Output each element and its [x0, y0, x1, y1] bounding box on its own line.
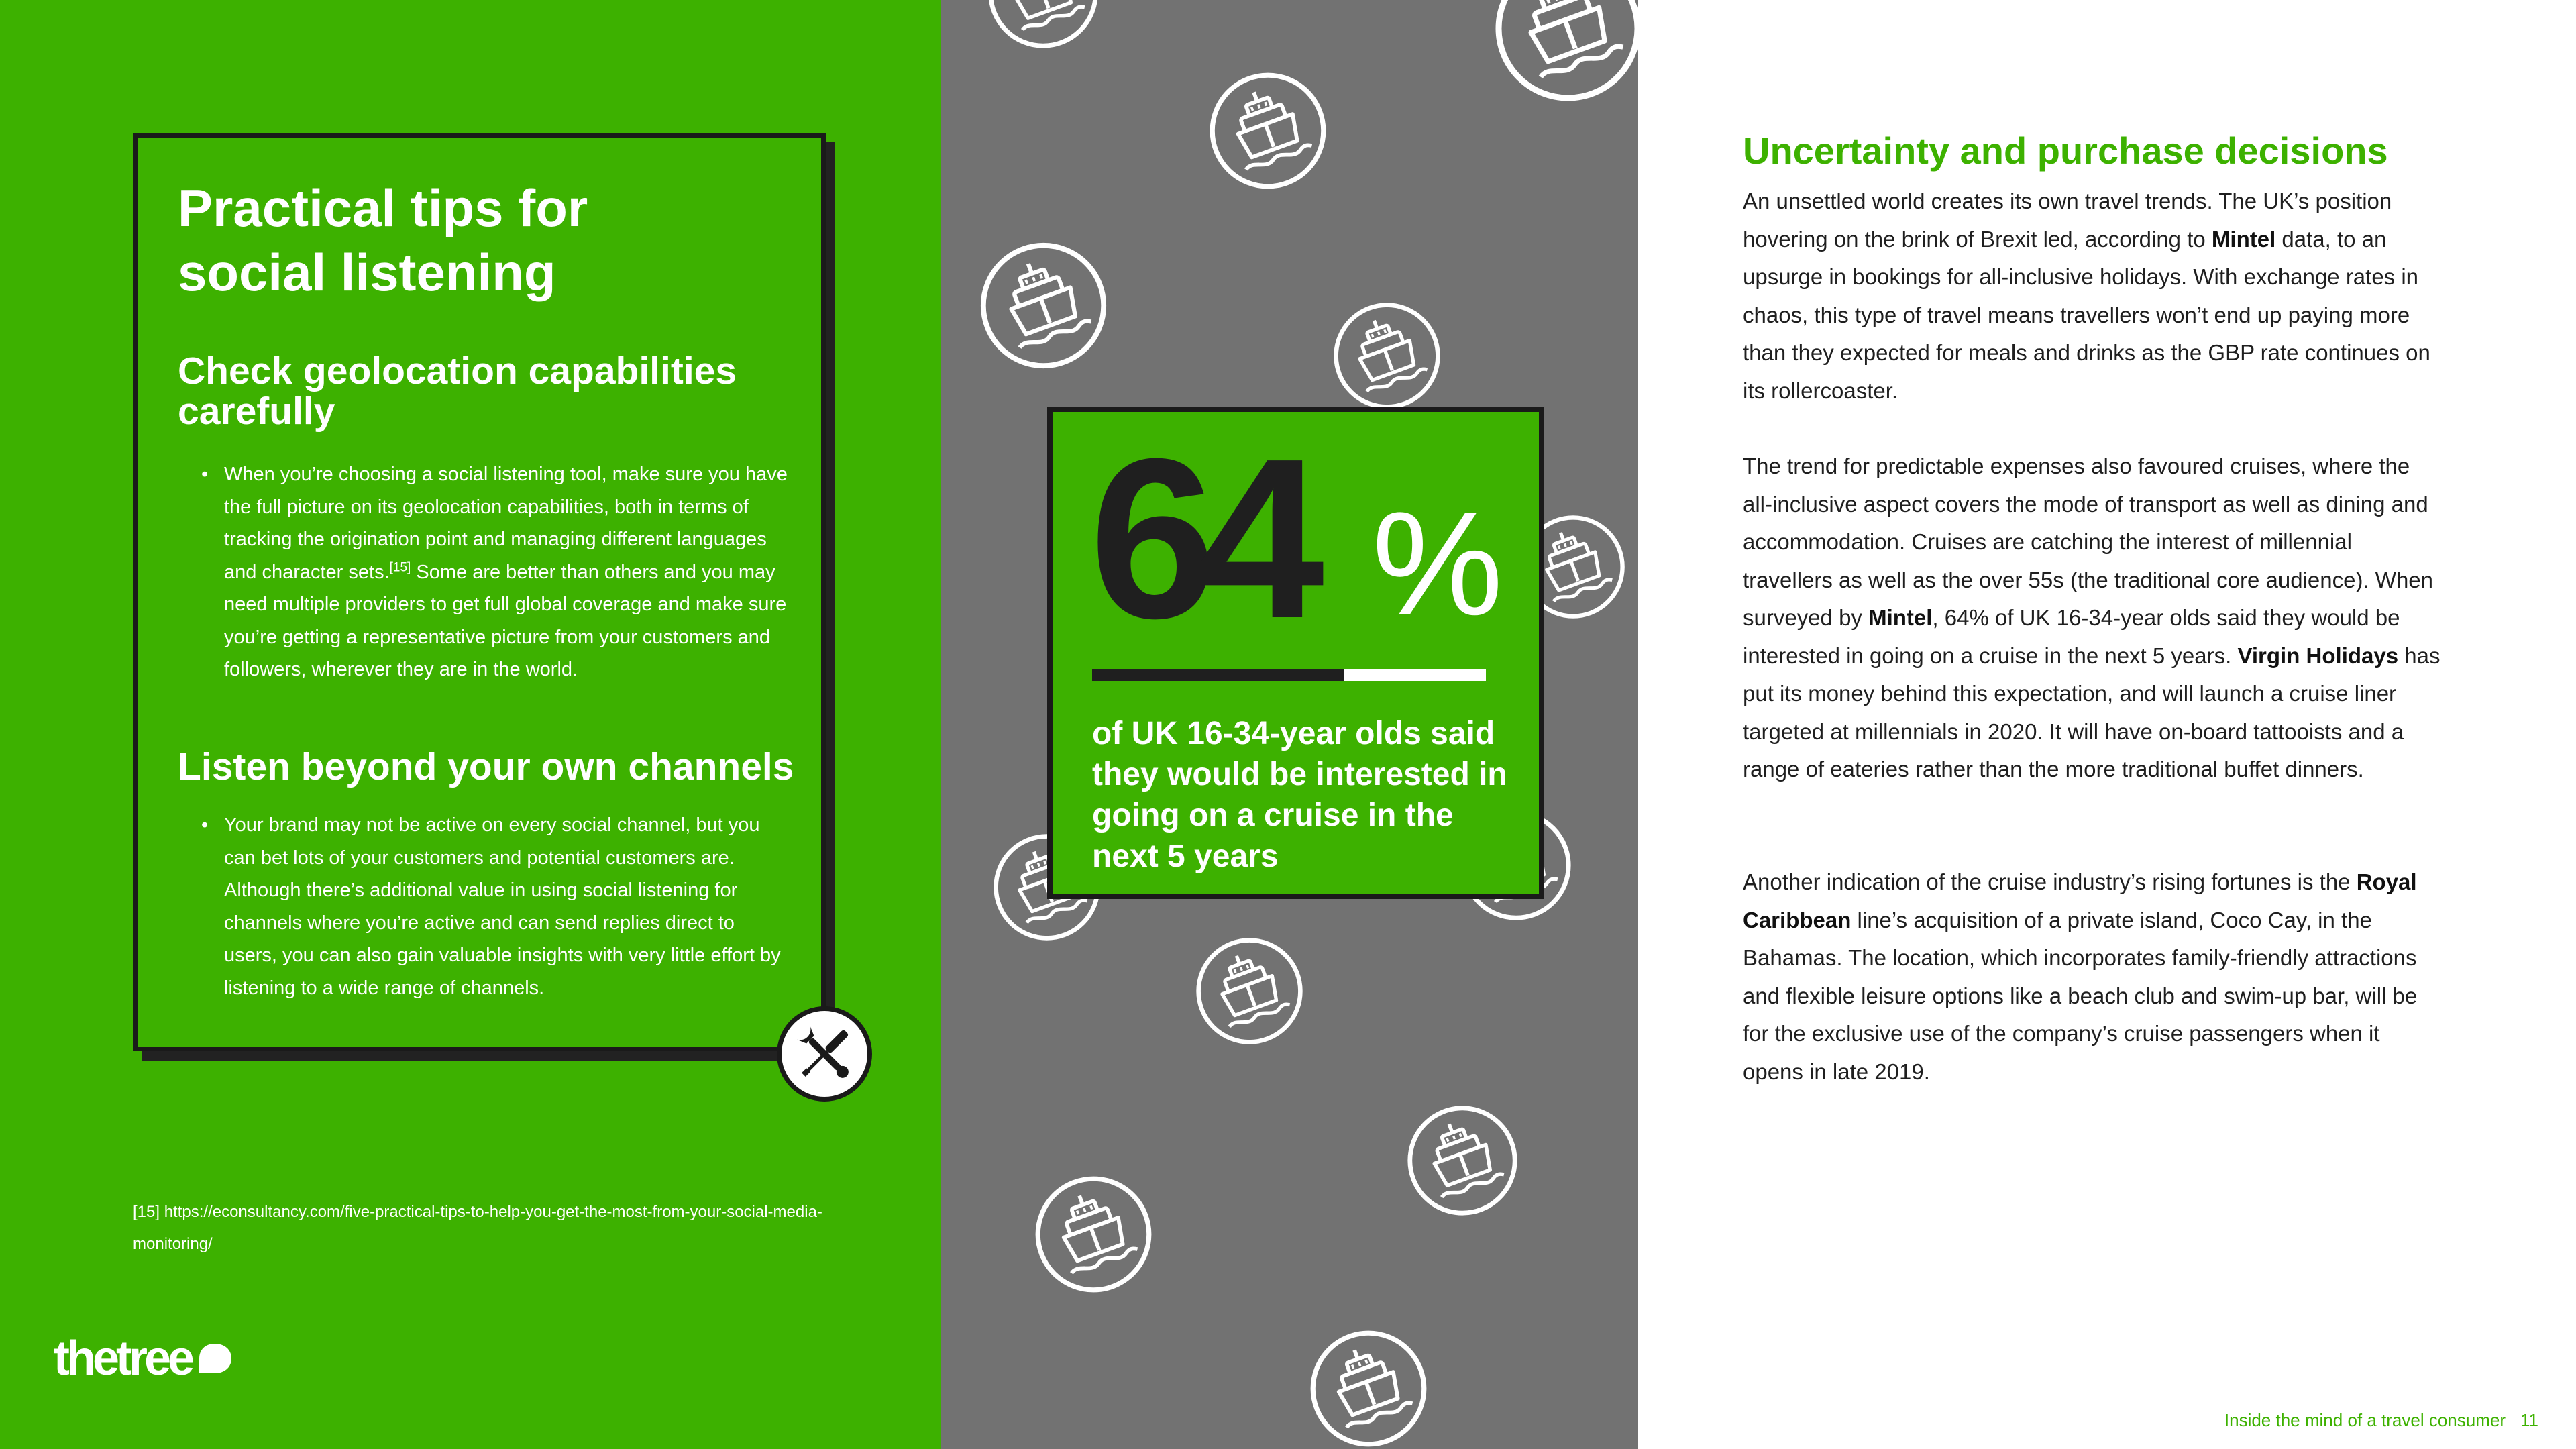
section-heading-geolocation: Check geolocation capabilities carefully [178, 350, 737, 433]
thetree-logo [54, 1332, 233, 1385]
bold-royal-caribbean: Royal Caribbean [1743, 869, 2417, 932]
cruise-ship-icon [1308, 1328, 1429, 1449]
cruise-ship-icon [1332, 301, 1442, 411]
listen-tip-list [201, 809, 792, 1004]
tip-text: Your brand may not be active on every social channel, but you can bet lots of your customers and potential customers are. Although there’s additional value in using social listening for channels where you’re active and can send replies direct to users, you can also gain valuable insights with very little effort by listening to a wide range of channels. [224, 814, 781, 999]
article-paragraph-2: The trend for predictable expenses also favoured cruises, where the all-inclusive aspect covers the mode of transport as well as dining and accommodation. Cruises are catching the interest of millennial travellers as well as the over 55s (the traditional core audience). When surveyed by Mintel, 64% of UK 16-34-year olds said they would be interested in going on a cruise in the next 5 years. Virgin Holidays has put its money behind this expectation, and will launch a cruise liner targeted at millennials in 2020. It will have on-board tattooists and a range of eateries rather than the more traditional buffet dinners. [1743, 453, 2440, 782]
cruise-ship-icon [1033, 1174, 1154, 1295]
list-item [201, 458, 792, 686]
stat-number: 64 [1089, 411, 1306, 666]
tips-title: Practical tips for social listening [178, 178, 588, 302]
footnote-ref[interactable]: [15] [389, 559, 411, 574]
stat-percent-sign: % [1372, 481, 1503, 646]
bullet: • [201, 814, 209, 836]
geolocation-tip-list [201, 458, 792, 686]
article-paragraph-3: Another indication of the cruise industry’s rising fortunes is the Royal Caribbean line’s acquisition of a private island, Coco Cay, in the Bahamas. The location, which incorporates family-friendly attractions and flexible leisure options like a beach club and swim-up bar, will be for the exclusive use of the company’s cruise passengers when it opens in late 2019. [1743, 869, 2418, 1084]
tools-icon [790, 1019, 859, 1089]
cruise-ship-icon [1194, 936, 1305, 1046]
cruise-ship-icon [1405, 1104, 1519, 1218]
stat-caption: of UK 16-34-year olds said they would be interested in going on a cruise in the next 5 years [1092, 716, 1507, 874]
section-heading-listen: Listen beyond your own channels [178, 745, 794, 788]
footnote[interactable]: [15] https://econsultancy.com/five-practical-tips-to-help-you-get-the-most-from-your-social-media-monitoring/ [133, 1203, 822, 1253]
article-title: Uncertainty and purchase decisions [1743, 129, 2388, 172]
footer-label: Inside the mind of a travel consumer [2224, 1410, 2506, 1430]
cruise-ship-icon [1208, 70, 1328, 191]
list-item [201, 809, 792, 1004]
bold-mintel: Mintel [2211, 226, 2276, 252]
bullet: • [201, 464, 209, 485]
bold-virgin-holidays: Virgin Holidays [2237, 643, 2399, 668]
tip-text-part2: Some are better than others and you may need multiple providers to get full global coverage and make sure you’re getting a representative picture from your customers and followers, wherever they are in the world. [224, 561, 787, 680]
bold-mintel: Mintel [1868, 605, 1933, 630]
page-number: 11 [2520, 1410, 2538, 1430]
logo-text: thetree [54, 1332, 192, 1385]
tools-badge [777, 1006, 872, 1102]
cruise-ship-icon [1493, 0, 1644, 104]
cruise-ship-icon [978, 240, 1109, 371]
cruise-ship-icon [986, 0, 1100, 50]
speech-bubble-icon [197, 1342, 233, 1376]
article-paragraph-1: An unsettled world creates its own travel trends. The UK’s position hovering on the brink of Brexit led, according to Mintel data, to an upsurge in bookings for all-inclusive holidays. With exchange rates in chaos, this type of travel means travellers won’t end up paying more than they expected for meals and drinks as the GBP rate continues on its rollercoaster. [1743, 189, 2430, 403]
stat-progress-fill [1092, 669, 1344, 681]
tip-text-part1: When you’re choosing a social listening tool, make sure you have the full picture on its geolocation capabilities, both in terms of tracking the origination point and managing different languages and character sets. [224, 464, 788, 583]
